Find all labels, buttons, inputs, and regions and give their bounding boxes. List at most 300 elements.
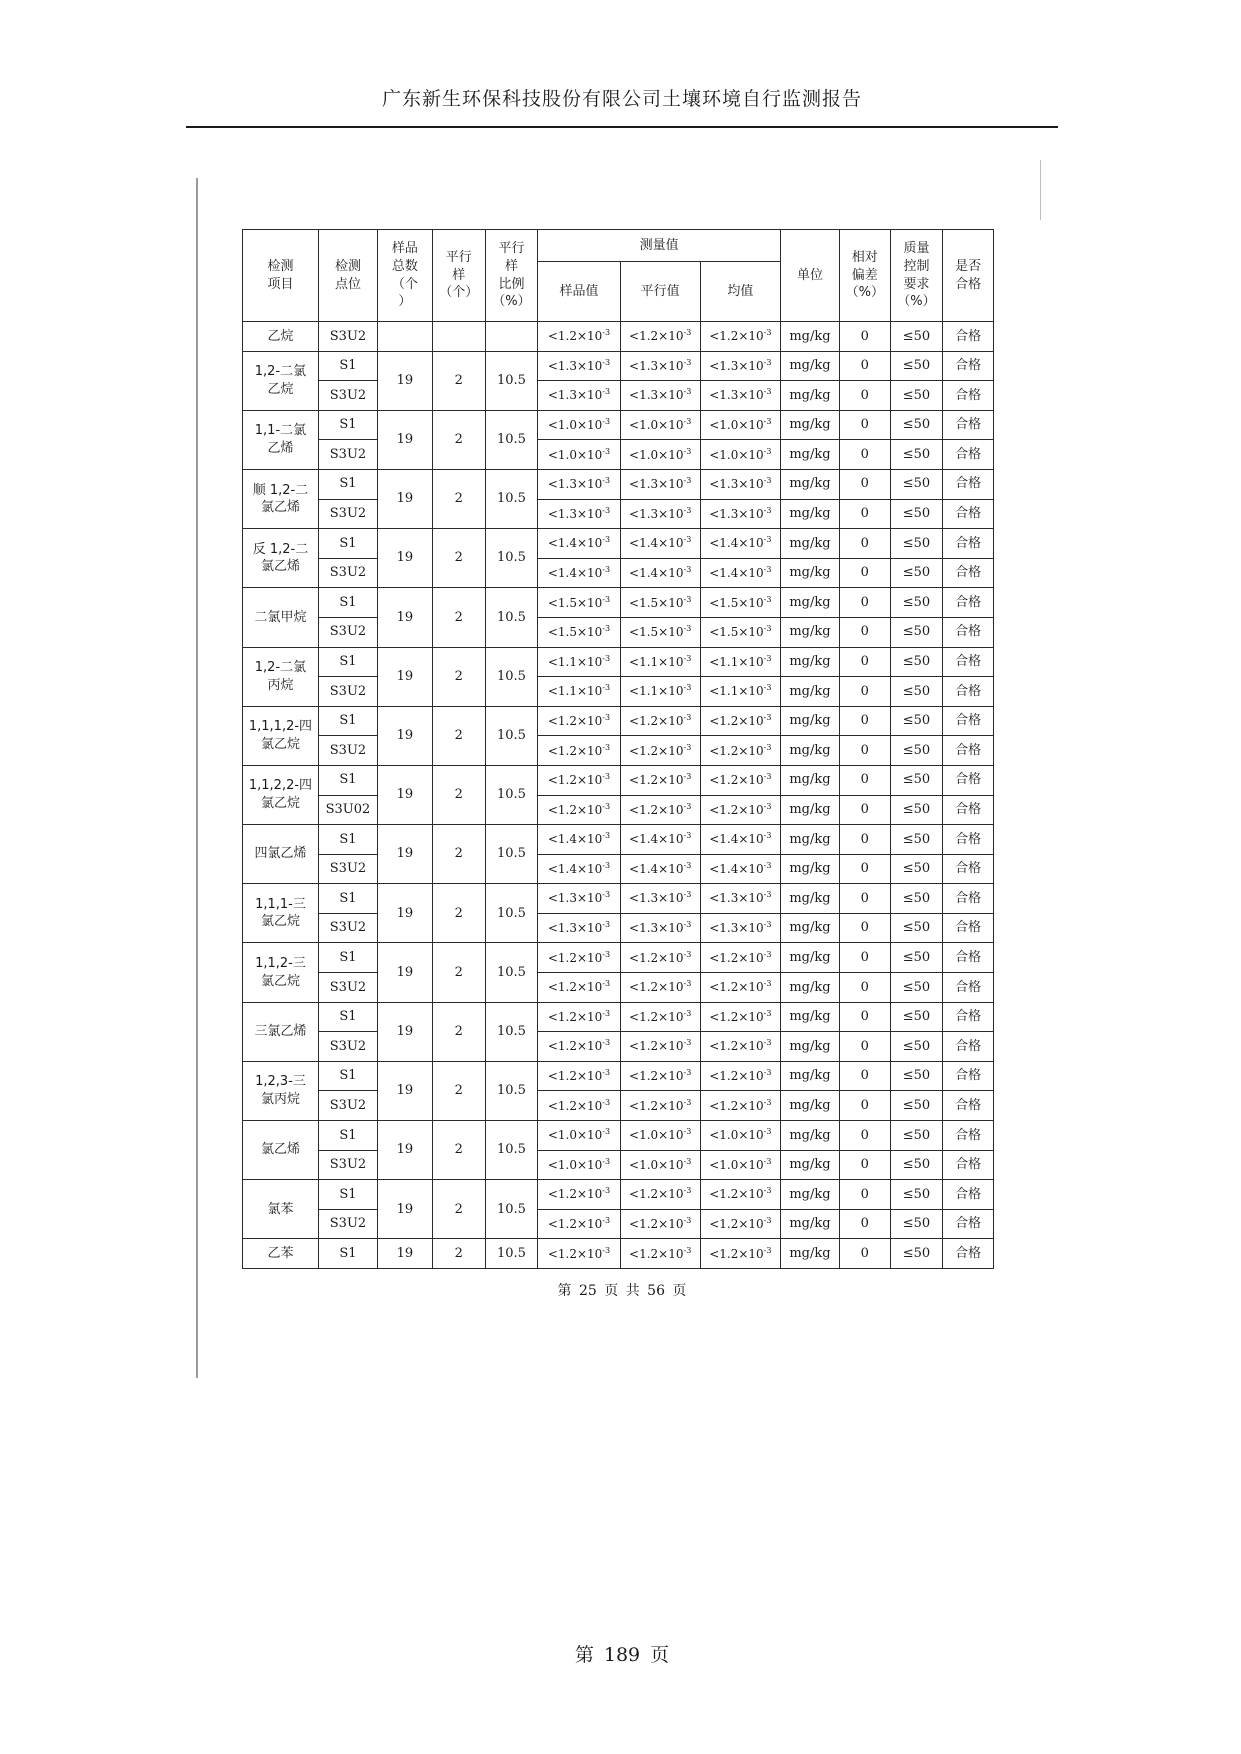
cell-qc: ≤50 xyxy=(890,706,943,736)
cell-pass: 合格 xyxy=(943,1032,994,1062)
value-exponent: -3 xyxy=(763,476,772,486)
cell-qc: ≤50 xyxy=(890,1180,943,1210)
table-row xyxy=(243,617,994,647)
cell-point: S3U2 xyxy=(318,617,377,647)
value-exponent: -3 xyxy=(602,1216,611,1226)
cell-mean xyxy=(700,1239,780,1269)
value-mantissa: <1.3×10 xyxy=(547,921,603,936)
value-exponent: -3 xyxy=(602,564,611,574)
cell-sample xyxy=(538,588,620,618)
cell-parallel: 2 xyxy=(432,469,485,528)
cell-pass: 合格 xyxy=(943,1091,994,1121)
table-row xyxy=(243,884,994,914)
cell-unit: mg/kg xyxy=(780,1121,839,1151)
cell-total: 19 xyxy=(378,588,433,647)
cell-pass: 合格 xyxy=(943,1150,994,1180)
value-mantissa: <1.3×10 xyxy=(629,506,684,521)
value-mantissa: <1.2×10 xyxy=(709,1217,764,1232)
cell-parallel-value xyxy=(620,884,700,914)
value-mantissa: <1.3×10 xyxy=(709,506,764,521)
header-measured xyxy=(538,230,781,262)
cell-pass: 合格 xyxy=(943,558,994,588)
cell-sample xyxy=(538,1239,620,1269)
cell-point: S3U2 xyxy=(318,677,377,707)
header-point xyxy=(318,230,377,322)
cell-parallel-value xyxy=(620,765,700,795)
cell-parallel: 2 xyxy=(432,1002,485,1061)
value-exponent: -3 xyxy=(602,505,611,515)
value-exponent: -3 xyxy=(602,476,611,486)
cell-mean xyxy=(700,499,780,529)
cell-rel-dev: 0 xyxy=(839,558,890,588)
cell-parallel-value xyxy=(620,913,700,943)
cell-point: S1 xyxy=(318,351,377,381)
cell-mean xyxy=(700,1209,780,1239)
inner-page-number: 第 25 页 共 56 页 xyxy=(557,1283,687,1299)
cell-sample xyxy=(538,410,620,440)
value-exponent: -3 xyxy=(763,505,772,515)
value-exponent: -3 xyxy=(602,446,611,456)
cell-rel-dev: 0 xyxy=(839,351,890,381)
cell-parallel: 2 xyxy=(432,588,485,647)
value-mantissa: <1.3×10 xyxy=(629,358,684,373)
cell-unit: mg/kg xyxy=(780,1239,839,1269)
cell-mean xyxy=(700,1091,780,1121)
cell-parallel: 2 xyxy=(432,410,485,469)
cell-pass: 合格 xyxy=(943,765,994,795)
value-mantissa: <1.2×10 xyxy=(709,713,764,728)
value-exponent: -3 xyxy=(683,683,692,693)
value-mantissa: <1.2×10 xyxy=(629,980,684,995)
cell-rel-dev: 0 xyxy=(839,529,890,559)
cell-pass: 合格 xyxy=(943,1002,994,1032)
value-mantissa: <1.4×10 xyxy=(547,861,603,876)
cell-ratio xyxy=(485,322,538,352)
value-exponent: -3 xyxy=(763,772,772,782)
cell-qc: ≤50 xyxy=(890,677,943,707)
value-exponent: -3 xyxy=(763,920,772,930)
value-exponent: -3 xyxy=(683,979,692,989)
cell-pass: 合格 xyxy=(943,795,994,825)
header-point-text: 检测 点位 xyxy=(334,258,361,292)
cell-point: S3U2 xyxy=(318,973,377,1003)
value-mantissa: <1.1×10 xyxy=(629,684,684,699)
cell-item: 1,1-二氯 乙烯 xyxy=(243,410,319,469)
table-row xyxy=(243,1091,994,1121)
value-mantissa: <1.2×10 xyxy=(629,1246,684,1261)
value-exponent: -3 xyxy=(683,564,692,574)
cell-parallel: 2 xyxy=(432,765,485,824)
value-exponent: -3 xyxy=(683,505,692,515)
header-total xyxy=(378,230,433,322)
cell-point: S1 xyxy=(318,1180,377,1210)
cell-sample xyxy=(538,677,620,707)
cell-parallel xyxy=(432,322,485,352)
cell-point: S3U2 xyxy=(318,1150,377,1180)
value-mantissa: <1.0×10 xyxy=(547,1128,603,1143)
value-mantissa: <1.5×10 xyxy=(709,595,764,610)
cell-qc: ≤50 xyxy=(890,736,943,766)
cell-item: 氯乙烯 xyxy=(243,1121,319,1180)
value-mantissa: <1.4×10 xyxy=(547,832,603,847)
cell-qc: ≤50 xyxy=(890,381,943,411)
cell-unit: mg/kg xyxy=(780,1091,839,1121)
cell-sample xyxy=(538,1002,620,1032)
value-exponent: -3 xyxy=(763,949,772,959)
value-exponent: -3 xyxy=(683,653,692,663)
header-qc xyxy=(890,230,943,322)
value-mantissa: <1.2×10 xyxy=(629,1009,684,1024)
cell-rel-dev: 0 xyxy=(839,1091,890,1121)
cell-pass: 合格 xyxy=(943,1121,994,1151)
header-item xyxy=(243,230,319,322)
value-exponent: -3 xyxy=(602,712,611,722)
cell-parallel: 2 xyxy=(432,1180,485,1239)
cell-pass: 合格 xyxy=(943,381,994,411)
cell-parallel-value xyxy=(620,1032,700,1062)
cell-total: 19 xyxy=(378,410,433,469)
cell-sample xyxy=(538,1091,620,1121)
value-exponent: -3 xyxy=(602,1156,611,1166)
value-mantissa: <1.1×10 xyxy=(547,684,603,699)
value-exponent: -3 xyxy=(683,1068,692,1078)
value-exponent: -3 xyxy=(683,357,692,367)
value-mantissa: <1.2×10 xyxy=(629,713,684,728)
cell-pass: 合格 xyxy=(943,1180,994,1210)
value-exponent: -3 xyxy=(602,387,611,397)
value-exponent: -3 xyxy=(763,979,772,989)
qc-parallel-sample-table xyxy=(242,229,994,1269)
header-mean xyxy=(700,262,780,322)
value-exponent: -3 xyxy=(602,1245,611,1255)
cell-ratio: 10.5 xyxy=(485,706,538,765)
value-exponent: -3 xyxy=(763,594,772,604)
value-mantissa: <1.2×10 xyxy=(547,1039,603,1054)
cell-pass: 合格 xyxy=(943,677,994,707)
cell-parallel-value xyxy=(620,736,700,766)
cell-parallel-value xyxy=(620,440,700,470)
value-exponent: -3 xyxy=(683,1216,692,1226)
table-row xyxy=(243,736,994,766)
cell-unit: mg/kg xyxy=(780,825,839,855)
value-mantissa: <1.1×10 xyxy=(709,654,764,669)
cell-point: S1 xyxy=(318,706,377,736)
value-mantissa: <1.4×10 xyxy=(629,832,684,847)
value-mantissa: <1.5×10 xyxy=(547,625,603,640)
value-mantissa: <1.5×10 xyxy=(629,595,684,610)
cell-qc: ≤50 xyxy=(890,351,943,381)
value-exponent: -3 xyxy=(683,594,692,604)
value-mantissa: <1.3×10 xyxy=(709,921,764,936)
value-mantissa: <1.2×10 xyxy=(629,1187,684,1202)
value-mantissa: <1.2×10 xyxy=(629,802,684,817)
cell-pass: 合格 xyxy=(943,351,994,381)
cell-mean xyxy=(700,351,780,381)
cell-pass: 合格 xyxy=(943,410,994,440)
table-row xyxy=(243,825,994,855)
value-mantissa: <1.3×10 xyxy=(709,477,764,492)
cell-pass: 合格 xyxy=(943,1209,994,1239)
cell-qc: ≤50 xyxy=(890,617,943,647)
cell-qc: ≤50 xyxy=(890,1061,943,1091)
value-mantissa: <1.2×10 xyxy=(547,329,603,344)
value-exponent: -3 xyxy=(763,1068,772,1078)
cell-total: 19 xyxy=(378,943,433,1002)
cell-qc: ≤50 xyxy=(890,1121,943,1151)
cell-parallel-value xyxy=(620,706,700,736)
value-mantissa: <1.2×10 xyxy=(709,1246,764,1261)
scan-page-edge-right xyxy=(1040,160,1041,220)
cell-point: S3U2 xyxy=(318,854,377,884)
cell-mean xyxy=(700,825,780,855)
cell-total: 19 xyxy=(378,825,433,884)
cell-rel-dev: 0 xyxy=(839,469,890,499)
value-exponent: -3 xyxy=(683,920,692,930)
cell-unit: mg/kg xyxy=(780,1150,839,1180)
cell-rel-dev: 0 xyxy=(839,617,890,647)
cell-mean xyxy=(700,529,780,559)
value-mantissa: <1.2×10 xyxy=(547,1246,603,1261)
header-parallel-text: 平行 样 （个） xyxy=(439,250,479,301)
value-mantissa: <1.3×10 xyxy=(709,891,764,906)
value-exponent: -3 xyxy=(763,416,772,426)
cell-sample xyxy=(538,736,620,766)
table-row xyxy=(243,677,994,707)
cell-unit: mg/kg xyxy=(780,469,839,499)
value-exponent: -3 xyxy=(763,1038,772,1048)
cell-point: S1 xyxy=(318,943,377,973)
cell-pass: 合格 xyxy=(943,440,994,470)
value-exponent: -3 xyxy=(602,1127,611,1137)
value-exponent: -3 xyxy=(683,860,692,870)
cell-pass: 合格 xyxy=(943,943,994,973)
header-total-text: 样品 总数 （个 ） xyxy=(391,241,418,310)
cell-item: 二氯甲烷 xyxy=(243,588,319,647)
value-mantissa: <1.5×10 xyxy=(709,625,764,640)
cell-parallel-value xyxy=(620,677,700,707)
cell-qc: ≤50 xyxy=(890,588,943,618)
table-row xyxy=(243,529,994,559)
cell-qc: ≤50 xyxy=(890,973,943,1003)
cell-point: S1 xyxy=(318,825,377,855)
value-mantissa: <1.3×10 xyxy=(629,891,684,906)
cell-pass: 合格 xyxy=(943,706,994,736)
cell-item: 乙烷 xyxy=(243,322,319,352)
cell-ratio: 10.5 xyxy=(485,884,538,943)
value-exponent: -3 xyxy=(683,1038,692,1048)
cell-mean xyxy=(700,736,780,766)
cell-point: S1 xyxy=(318,1061,377,1091)
cell-point: S1 xyxy=(318,1002,377,1032)
cell-item: 四氯乙烯 xyxy=(243,825,319,884)
value-mantissa: <1.2×10 xyxy=(709,1009,764,1024)
table-row xyxy=(243,1180,994,1210)
table-row xyxy=(243,381,994,411)
cell-pass: 合格 xyxy=(943,529,994,559)
value-mantissa: <1.2×10 xyxy=(709,802,764,817)
cell-point: S3U2 xyxy=(318,440,377,470)
value-exponent: -3 xyxy=(763,683,772,693)
value-mantissa: <1.2×10 xyxy=(629,1098,684,1113)
cell-sample xyxy=(538,440,620,470)
value-exponent: -3 xyxy=(763,328,772,338)
cell-unit: mg/kg xyxy=(780,795,839,825)
cell-parallel-value xyxy=(620,943,700,973)
cell-unit: mg/kg xyxy=(780,973,839,1003)
value-exponent: -3 xyxy=(683,949,692,959)
cell-sample xyxy=(538,1209,620,1239)
value-exponent: -3 xyxy=(683,772,692,782)
cell-total: 19 xyxy=(378,706,433,765)
cell-mean xyxy=(700,1121,780,1151)
cell-ratio: 10.5 xyxy=(485,943,538,1002)
cell-sample xyxy=(538,617,620,647)
value-mantissa: <1.2×10 xyxy=(547,802,603,817)
value-exponent: -3 xyxy=(602,328,611,338)
cell-qc: ≤50 xyxy=(890,943,943,973)
scan-page-edge xyxy=(196,178,198,1378)
cell-qc: ≤50 xyxy=(890,558,943,588)
cell-item: 氯苯 xyxy=(243,1180,319,1239)
header-pass-text: 是否 合格 xyxy=(955,258,982,292)
value-exponent: -3 xyxy=(763,357,772,367)
value-mantissa: <1.2×10 xyxy=(709,329,764,344)
cell-mean xyxy=(700,677,780,707)
cell-rel-dev: 0 xyxy=(839,854,890,884)
cell-parallel-value xyxy=(620,825,700,855)
cell-ratio: 10.5 xyxy=(485,1002,538,1061)
value-exponent: -3 xyxy=(763,831,772,841)
cell-parallel-value xyxy=(620,647,700,677)
value-exponent: -3 xyxy=(602,653,611,663)
value-exponent: -3 xyxy=(602,683,611,693)
cell-qc: ≤50 xyxy=(890,469,943,499)
cell-pass: 合格 xyxy=(943,647,994,677)
value-mantissa: <1.3×10 xyxy=(629,921,684,936)
cell-sample xyxy=(538,351,620,381)
table-row xyxy=(243,913,994,943)
value-mantissa: <1.4×10 xyxy=(709,832,764,847)
cell-qc: ≤50 xyxy=(890,765,943,795)
cell-parallel-value xyxy=(620,588,700,618)
value-mantissa: <1.0×10 xyxy=(629,447,684,462)
cell-qc: ≤50 xyxy=(890,529,943,559)
cell-point: S3U2 xyxy=(318,381,377,411)
cell-pass: 合格 xyxy=(943,469,994,499)
value-mantissa: <1.0×10 xyxy=(547,417,603,432)
table-row xyxy=(243,706,994,736)
value-mantissa: <1.5×10 xyxy=(547,595,603,610)
cell-point: S1 xyxy=(318,588,377,618)
cell-rel-dev: 0 xyxy=(839,1150,890,1180)
value-mantissa: <1.5×10 xyxy=(629,625,684,640)
cell-pass: 合格 xyxy=(943,854,994,884)
value-exponent: -3 xyxy=(683,535,692,545)
cell-pass: 合格 xyxy=(943,499,994,529)
table-row xyxy=(243,588,994,618)
value-exponent: -3 xyxy=(602,1008,611,1018)
cell-pass: 合格 xyxy=(943,913,994,943)
value-mantissa: <1.2×10 xyxy=(709,1039,764,1054)
cell-sample xyxy=(538,913,620,943)
cell-pass: 合格 xyxy=(943,322,994,352)
value-exponent: -3 xyxy=(763,1008,772,1018)
cell-sample xyxy=(538,943,620,973)
value-exponent: -3 xyxy=(763,742,772,752)
value-mantissa: <1.3×10 xyxy=(547,506,603,521)
value-exponent: -3 xyxy=(763,564,772,574)
value-exponent: -3 xyxy=(602,920,611,930)
table-row xyxy=(243,469,994,499)
cell-rel-dev: 0 xyxy=(839,736,890,766)
cell-rel-dev: 0 xyxy=(839,1121,890,1151)
value-exponent: -3 xyxy=(763,1156,772,1166)
cell-parallel-value xyxy=(620,558,700,588)
cell-ratio: 10.5 xyxy=(485,469,538,528)
header-sample-text: 样品值 xyxy=(559,283,599,299)
table-row xyxy=(243,1002,994,1032)
value-mantissa: <1.2×10 xyxy=(629,1069,684,1084)
cell-total xyxy=(378,322,433,352)
table-row xyxy=(243,1032,994,1062)
cell-point: S1 xyxy=(318,884,377,914)
cell-mean xyxy=(700,558,780,588)
value-mantissa: <1.0×10 xyxy=(709,1157,764,1172)
value-mantissa: <1.2×10 xyxy=(709,1187,764,1202)
cell-qc: ≤50 xyxy=(890,1091,943,1121)
value-mantissa: <1.2×10 xyxy=(709,773,764,788)
cell-mean xyxy=(700,381,780,411)
cell-mean xyxy=(700,913,780,943)
value-mantissa: <1.2×10 xyxy=(547,1217,603,1232)
cell-sample xyxy=(538,469,620,499)
cell-ratio: 10.5 xyxy=(485,588,538,647)
value-mantissa: <1.2×10 xyxy=(629,950,684,965)
value-mantissa: <1.2×10 xyxy=(547,713,603,728)
value-exponent: -3 xyxy=(683,328,692,338)
cell-point: S3U2 xyxy=(318,322,377,352)
value-mantissa: <1.4×10 xyxy=(709,861,764,876)
value-exponent: -3 xyxy=(602,1097,611,1107)
value-mantissa: <1.0×10 xyxy=(547,1157,603,1172)
cell-mean xyxy=(700,588,780,618)
header-parallel xyxy=(432,230,485,322)
value-exponent: -3 xyxy=(763,1216,772,1226)
header-item-text: 检测 项目 xyxy=(267,258,294,292)
cell-mean xyxy=(700,617,780,647)
cell-sample xyxy=(538,973,620,1003)
header-ratio-text: 平行 样 比例 （%） xyxy=(492,241,531,310)
value-mantissa: <1.2×10 xyxy=(709,1069,764,1084)
cell-point: S1 xyxy=(318,1239,377,1269)
cell-rel-dev: 0 xyxy=(839,440,890,470)
cell-pass: 合格 xyxy=(943,588,994,618)
value-exponent: -3 xyxy=(683,890,692,900)
cell-qc: ≤50 xyxy=(890,795,943,825)
value-exponent: -3 xyxy=(683,476,692,486)
cell-total: 19 xyxy=(378,529,433,588)
value-exponent: -3 xyxy=(683,1156,692,1166)
cell-point: S3U2 xyxy=(318,558,377,588)
cell-sample xyxy=(538,854,620,884)
value-exponent: -3 xyxy=(683,1127,692,1137)
cell-point: S1 xyxy=(318,765,377,795)
cell-rel-dev: 0 xyxy=(839,499,890,529)
cell-mean xyxy=(700,765,780,795)
cell-unit: mg/kg xyxy=(780,1209,839,1239)
value-exponent: -3 xyxy=(602,979,611,989)
value-mantissa: <1.3×10 xyxy=(547,891,603,906)
